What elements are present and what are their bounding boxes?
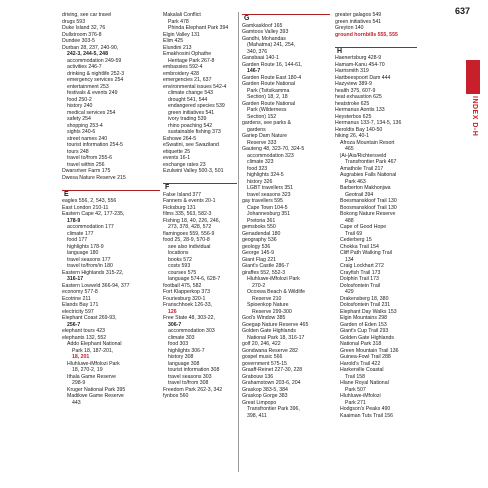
index-entry: Fishing 18, 40, 226, 246,	[163, 217, 221, 224]
index-subentry: Cederberg 15	[340, 237, 372, 243]
index-entry: greater galagos 549	[335, 12, 382, 18]
index-entry: embassies 592-4	[163, 64, 203, 70]
index-subentry: tourist information 308	[168, 367, 220, 373]
index-entry: Grabouw 136	[242, 373, 274, 380]
index-subentry: LGBT travellers 351	[247, 185, 294, 191]
index-subentry: books 572	[168, 256, 192, 263]
index-entry: Hazyview 389-9	[335, 81, 372, 87]
index-column-3	[242, 12, 330, 419]
index-subentry: Harold's Trail 422	[340, 360, 381, 367]
index-entry: Elundini 213	[163, 44, 192, 51]
index-entry: environmental issues 542-4	[163, 83, 227, 90]
index-entry: films 335, 563, 582-3	[163, 211, 212, 217]
index-subentry: sustainable fishing 373	[168, 129, 221, 135]
index-entry: economy 577-8	[62, 289, 98, 295]
index-subentry: Park 463	[345, 178, 366, 185]
index-entry: Gamkaskloof 165	[242, 22, 283, 29]
index-subentry: history 308	[168, 354, 194, 360]
index-subentry: Crayfish Trail 173	[340, 269, 381, 276]
index-entry: Fort Klapperkop 373	[163, 289, 211, 295]
index-subentry: Drakensberg 18, 380	[340, 295, 389, 302]
index-subentry: 429	[345, 289, 354, 295]
index-entry: geography 536	[242, 237, 277, 243]
index-subentry: 340, 376	[247, 48, 268, 55]
index-subentry: Transfrontier Park 396,	[247, 406, 300, 412]
index-subentry: 134	[345, 256, 354, 263]
index-subentry: shopping 253-4	[67, 122, 103, 129]
index-entry: Hartbeespoort Dam 444	[335, 74, 391, 81]
index-subentry: language 574-6, 628-7	[168, 276, 221, 282]
index-subentry: green initiatives 541	[168, 109, 215, 116]
index-subentry: accommodation 323	[247, 152, 294, 159]
index-subentry: history 240	[67, 103, 93, 109]
index-subentry: 270-2	[252, 282, 266, 289]
index-subentry: 242-3, 244-5, 248	[67, 51, 108, 57]
index-entry: Hermanus Aontis 133	[335, 107, 385, 113]
index-subentry: 178-9	[67, 217, 81, 224]
index-entry: embroidery 428	[163, 70, 200, 77]
index-subentry: National Park 318	[340, 341, 382, 347]
index-subentry: Amathole Trail 217	[340, 165, 384, 172]
index-entry: health 375, 607-9	[335, 87, 376, 94]
index-subentry: travel to/from/in 180	[67, 263, 113, 269]
index-subentry: 465	[345, 146, 354, 152]
index-entry: giraffes 552, 552-3	[242, 269, 286, 276]
index-entry: Durban 28, 237, 240-90,	[62, 44, 119, 51]
index-subentry: travel to/from 308	[168, 380, 209, 386]
index-subentry: tourist information 254-5	[67, 142, 123, 148]
index-entry: Freedom Park 262-3, 342	[163, 386, 223, 393]
index-subentry: 273, 378, 428, 572	[168, 224, 212, 230]
index-entry: food 25, 28-9, 570-8	[163, 237, 210, 243]
index-subentry: 488	[345, 217, 354, 224]
index-entry: Garden Route National	[242, 81, 296, 87]
index-entry: driving, see car travel	[62, 12, 112, 18]
index-subentry: Section) 152	[247, 113, 277, 120]
index-entry: Dwesa Nature Reserve 215	[62, 174, 126, 181]
index-entry: Garden Route 16, 144-61,	[242, 61, 303, 68]
index-entry: Graskop Gorge 383	[242, 393, 288, 399]
index-subentry: 146-7	[247, 68, 261, 74]
index-subentry: Guinea-Fowl Trail 288	[340, 354, 391, 360]
index-entry: Graaff-Reinet 227-30, 228	[242, 367, 303, 373]
index-subentry: National Park 18, 316-17	[247, 334, 305, 341]
index-subentry: Hodgson's Peaks 490	[340, 406, 391, 412]
index-entry: Ezulwini Valley 500-3, 501	[163, 168, 224, 174]
index-subentry: climate 323	[247, 159, 274, 165]
index-spacer	[335, 38, 417, 45]
index-subentry: climate 177	[67, 230, 94, 237]
index-entry: geology 536	[242, 243, 271, 250]
index-subentry: Afroza Mountain Resort	[340, 139, 395, 146]
index-subentry: history 326	[247, 178, 273, 185]
index-subentry: Dolosfontein Trail	[340, 282, 381, 289]
index-entry: gay travellers 595	[242, 198, 283, 204]
index-subentry: Trail 158	[345, 373, 365, 380]
index-subentry: Hluhluwe-iMfolozi Park	[247, 276, 300, 282]
index-subentry: Boosmanskloof Trail 130	[340, 204, 397, 211]
index-entry: ground hornbills 555, 555	[335, 31, 398, 38]
index-subentry: Park 507	[345, 386, 366, 393]
index-subentry: Hlane Royal National	[340, 380, 389, 386]
index-entry: Giant's Castle 286-7	[242, 263, 289, 269]
column-divider	[238, 12, 239, 472]
index-subentry: activities 246-7	[67, 64, 102, 70]
index-subentry: travel seasons 323	[247, 191, 291, 198]
index-entry: Genadendal 180	[242, 230, 281, 237]
index-entry: Dullstroom 376-8	[62, 31, 102, 38]
index-subentry: locations	[168, 250, 189, 256]
index-subentry: 126	[168, 308, 177, 315]
index-subentry: courses 575	[168, 269, 197, 276]
index-entry: fynbos 560	[163, 393, 189, 399]
index-subentry: drought 541, 544	[168, 96, 208, 103]
index-subentry: Elephant Day Walks 153	[340, 308, 397, 315]
index-subentry: Hluhluwe-iMfolozi	[340, 393, 381, 399]
index-entry: gardens, see parks &	[242, 120, 292, 126]
side-tab-label: INDEX D-H	[471, 96, 478, 137]
index-subentry: travel to/from 255-6	[67, 155, 112, 161]
page-number: 637	[455, 6, 471, 16]
index-entry: Free State 48, 303-22,	[163, 315, 215, 321]
index-entry: Hamam-Kanu 454-70	[335, 61, 385, 68]
index-entry: Garden Route National	[242, 100, 296, 107]
index-entry: God's Window 385	[242, 315, 286, 321]
index-subentry: food 323	[247, 165, 268, 172]
index-subentry: accommodation 249-59	[67, 57, 122, 64]
index-letter-heading: E	[62, 190, 160, 197]
index-entry: Elephant Coast 269-93,	[62, 315, 117, 321]
index-subentry: Reserve 299-300	[252, 308, 292, 315]
index-entry: flamingoes 559, 556-9	[163, 230, 215, 237]
index-entry: Makalali Conflict	[163, 12, 201, 18]
index-subentry: travel seasons 177	[67, 256, 111, 263]
index-entry: Giant Flag 221	[242, 256, 277, 263]
index-subentry: see also individual	[168, 243, 211, 250]
index-subentry: emergency services 254	[67, 77, 124, 83]
index-entry: eSwatini, see Swaziland	[163, 142, 219, 148]
index-subentry: Pretoria 361	[247, 217, 276, 224]
index-subentry: food 250-2	[67, 96, 92, 103]
index-subentry: street names 240	[67, 135, 108, 142]
index-subentry: Cape Town 104-5	[247, 204, 288, 211]
index-subentry: Craig Lockhart 272	[340, 263, 384, 269]
index-subentry: Phinda Elephant Park 394	[168, 25, 229, 31]
index-subentry: Kaaiman Tuts Trail 156	[340, 412, 394, 419]
index-subentry: Boesmanskloof Trail 130	[340, 198, 397, 204]
index-subentry: accommodation 303	[168, 328, 215, 334]
index-entry: Heysterbos 625	[335, 113, 372, 120]
index-subentry: 443	[72, 399, 81, 406]
index-letter-heading: H	[335, 47, 417, 54]
index-subentry: Park 271	[345, 399, 366, 406]
index-subentry: Elgin Mountains 298	[340, 315, 388, 321]
index-subentry: travel seasons 303	[168, 373, 212, 380]
index-subentry: |Ai-|Ais/Richtersveld	[340, 152, 387, 159]
index-entry: Haenertsburg 428-9	[335, 55, 382, 61]
index-entry: Goegap Nature Reserve 465	[242, 321, 309, 328]
index-subentry: (Mahatma) 241, 254,	[247, 42, 296, 48]
index-subentry: 398, 411	[247, 412, 267, 419]
index-entry: East London 210-11	[62, 204, 109, 211]
index-subentry: Green Mountain Trail 136	[340, 347, 399, 354]
index-entry: events 16-1	[163, 155, 191, 161]
index-subentry: Bokong Nature Reserve	[340, 211, 396, 217]
index-entry: Gansbaai 140-1	[242, 55, 279, 61]
index-subentry: sights 240-6	[67, 129, 96, 135]
index-entry: hiking 26, 40-1	[335, 133, 370, 139]
index-subentry: Chokka Trail 154	[340, 243, 379, 250]
index-entry: Emakhosini Ophathe	[163, 51, 212, 57]
index-entry: heat exhaustion 625	[335, 94, 382, 100]
index-entry: elephants 132, 552	[62, 334, 107, 341]
index-subentry: Trail 69	[345, 230, 363, 237]
index-subentry: drinking & nightlife 252-3	[67, 70, 125, 77]
index-entry: Gondwana Reserve 282	[242, 347, 298, 354]
index-subentry: food 177	[67, 237, 88, 243]
index-subentry: Park 478	[168, 18, 189, 25]
index-subentry: 18, 270-2, 19	[72, 367, 103, 373]
index-subentry: 18, 201	[72, 354, 90, 360]
index-entry: government 575-15	[242, 360, 287, 367]
index-entry: George 145-9	[242, 250, 275, 256]
index-subentry: endangered species 539	[168, 103, 225, 109]
index-subentry: Dolosfontein Trail 231	[340, 302, 391, 308]
index-entry: Ficksburg 131	[163, 204, 196, 211]
index-entry: Golden Gate Highlands	[242, 328, 296, 334]
index-subentry: Reserve 333	[247, 139, 277, 146]
index-entry: elephant tours 423	[62, 328, 105, 334]
index-subentry: highlights 306-7	[168, 347, 205, 354]
side-tab-block	[466, 60, 480, 94]
index-entry: Elim 425	[163, 38, 184, 44]
index-subentry: Spioenkop Nature	[247, 302, 289, 308]
index-subentry: highlights 178-9	[67, 243, 104, 250]
index-entry: drugs 593	[62, 18, 86, 25]
index-subentry: Park (Tsitsikamma	[247, 87, 290, 94]
index-entry: Eastern Lowveld 366-94, 377	[62, 282, 130, 289]
index-subentry: Augrabies Falls National	[340, 172, 397, 178]
index-entry: Franschhoek 126-33,	[163, 302, 213, 308]
index-entry: eagles 556, 2, 543, 556	[62, 198, 117, 204]
index-subentry: Cape of Good Hope	[340, 224, 387, 230]
index-entry: False Island 377	[163, 191, 202, 198]
index-subentry: 256-7	[67, 321, 81, 328]
index-entry: Elands Bay 171	[62, 302, 99, 308]
index-subentry: Heritage Park 267-8	[168, 57, 215, 64]
index-entry: Ecotrine 211	[62, 295, 91, 302]
index-entry: emergencies 21, 637	[163, 77, 212, 83]
index-subentry: entertainment 253	[67, 83, 109, 90]
index-subentry: Golden Gate Highlands	[340, 334, 394, 341]
index-entry: green initiatives 541	[335, 18, 382, 25]
index-subentry: Transfrontier Park 467	[345, 159, 397, 165]
index-subentry: Madikwe Game Reserve	[67, 393, 124, 399]
index-entry: Grahamstown 203-6, 204	[242, 380, 301, 386]
index-subentry: medical services 254	[67, 109, 116, 116]
index-spacer	[163, 175, 237, 182]
index-entry: Fanners & events 20-1	[163, 198, 216, 204]
index-entry: Hermanus 133-7, 134-5, 136	[335, 120, 402, 126]
index-entry: gospel music 566	[242, 354, 283, 360]
index-subentry: ivory trading 539	[168, 116, 207, 122]
index-subentry: Harkerville Coastal	[340, 367, 384, 373]
index-entry: Graskop 383-5, 384	[242, 386, 288, 393]
index-subentry: Giant's Cup Trail 293	[340, 328, 389, 334]
index-entry: Eastern Highlands 315-22,	[62, 269, 124, 276]
index-subentry: Kruger National Park 395	[67, 386, 126, 393]
index-entry: electricity 597	[62, 308, 94, 315]
index-subentry: food 303	[168, 341, 189, 347]
index-entry: heatstroke 625	[335, 100, 370, 107]
index-entry: Garden Route East 180-4	[242, 74, 302, 81]
index-subentry: accommodation 177	[67, 224, 114, 230]
index-entry: Duke Island 32, 76	[62, 25, 106, 31]
index-entry: Eastern Cape 42, 177-235,	[62, 211, 125, 217]
index-subentry: costs 593	[168, 263, 191, 269]
index-subentry: Barberton Makhonjwa	[340, 185, 391, 191]
index-entry: Gamtoos Valley 393	[242, 29, 289, 35]
index-subentry: 306-7	[168, 321, 182, 328]
index-subentry: Ocoxwa Beach & Wildlife	[247, 289, 305, 295]
index-subentry: gardens	[247, 126, 266, 133]
index-subentry: Garden of Eden 153	[340, 321, 387, 328]
index-side-tab	[466, 60, 480, 146]
index-subentry: Ithala Game Reserve	[67, 373, 117, 380]
index-entry: etiquette 25	[163, 148, 191, 155]
index-entry: Heroldts Bay 140-50	[335, 126, 383, 133]
index-entry: Harrismith 319	[335, 68, 369, 74]
index-subentry: Johannesburg 351	[247, 211, 290, 217]
index-spacer	[62, 181, 160, 188]
index-subentry: Reserve 210	[252, 295, 282, 302]
index-subentry: rhino poaching 542	[168, 122, 213, 129]
index-subentry: tours 248	[67, 148, 89, 155]
index-subentry: safety 254	[67, 116, 91, 122]
index-subentry: Section) 18, 2, 18	[247, 94, 288, 100]
index-entry: Greyton 140	[335, 25, 364, 31]
index-entry: Eshowe 264-5	[163, 135, 197, 142]
index-column-2	[163, 12, 237, 400]
index-column-1	[62, 12, 160, 406]
index-entry: Elgin Valley 131	[163, 31, 200, 38]
index-entry: Fouriesburg 320-1	[163, 295, 206, 302]
index-subentry: climate change 543	[168, 90, 213, 96]
index-subentry: travel within 256	[67, 161, 105, 168]
index-letter-heading: G	[242, 14, 330, 21]
index-subentry: Cliff Path Walking Trail	[340, 250, 392, 256]
index-column-4	[335, 12, 417, 419]
index-subentry: Park 18, 187-201,	[72, 347, 114, 354]
index-subentry: climate 303	[168, 334, 195, 341]
index-entry: Dundee 303-5	[62, 38, 95, 44]
index-entry: gemsboks 550	[242, 224, 276, 230]
index-subentry: language 308	[168, 360, 200, 367]
index-subentry: highlights 324-5	[247, 172, 284, 178]
index-entry: exchange rates 23	[163, 161, 206, 168]
index-subentry: language 180	[67, 250, 99, 256]
index-subentry: festivals & events 249	[67, 90, 118, 96]
index-subentry: Addo Elephant National	[67, 341, 122, 347]
index-subentry: Park (Wilderness	[247, 107, 287, 113]
index-entry: Gandhi, Mohandas	[242, 35, 286, 42]
index-subentry: Dolphin Trail 173	[340, 276, 379, 282]
index-entry: Gauteng 48, 323-70, 324-5	[242, 146, 305, 152]
index-subentry: Geotrail 394	[345, 191, 374, 198]
index-subentry: 316-17	[67, 276, 84, 282]
index-letter-heading: F	[163, 183, 237, 190]
index-entry: Dwarsriver Farm 175	[62, 168, 111, 174]
index-entry: golf 20, 246, 422	[242, 341, 281, 347]
index-entry: Gariep Dam Nature	[242, 133, 287, 139]
index-entry: football 475, 582	[163, 282, 202, 289]
index-subentry: Hluhluwe-iMfolozi Park	[67, 360, 120, 367]
index-entry: Great Limpopo	[242, 399, 277, 406]
index-subentry: 298-9	[72, 380, 86, 386]
